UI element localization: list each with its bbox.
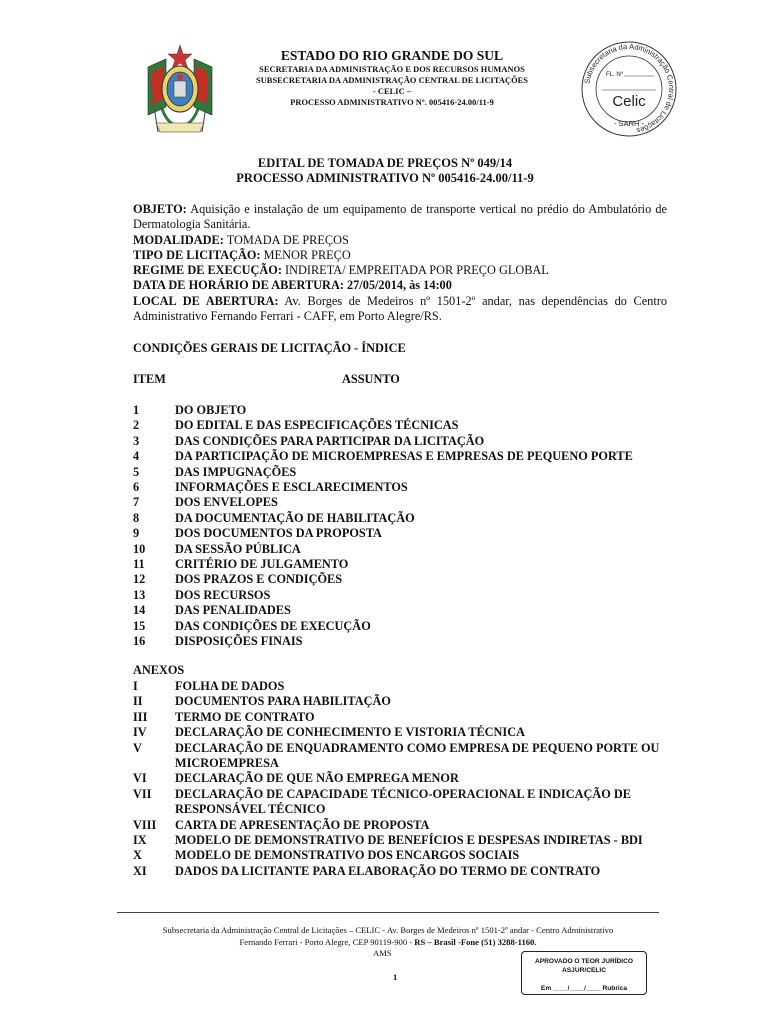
index-item-number: 2 — [133, 418, 140, 433]
modalidade-label: MODALIDADE: — [133, 232, 224, 247]
index-item — [133, 588, 673, 603]
index-item-number: 4 — [133, 449, 140, 464]
celic-stamp — [580, 40, 678, 138]
index-item-text: DO OBJETO — [175, 403, 247, 417]
stamp-sarh: - SARH - — [614, 119, 644, 128]
page-footer — [117, 925, 659, 948]
index-item-number: 12 — [133, 572, 146, 587]
annex-item — [133, 848, 663, 863]
annex-item-text: DECLARAÇÃO DE QUE NÃO EMPREGA MENOR — [175, 771, 459, 786]
index-item-text: DA PARTICIPAÇÃO DE MICROEMPRESAS E EMPRESAS DE PEQUENO PORTE — [175, 449, 633, 464]
annex-item-number: VI — [133, 771, 147, 786]
legal-approval-stamp — [521, 951, 647, 995]
index-item — [133, 634, 673, 649]
index-item-text: DAS CONDIÇÕES PARA PARTICIPAR DA LICITAÇÃO — [175, 433, 485, 448]
index-item-number: 6 — [133, 480, 140, 495]
index-item-text: DISPOSIÇÕES FINAIS — [175, 634, 303, 649]
objeto-text: Aquisição e instalação de um equipamento de transporte vertical no prédio do Ambulatório de Dermatologia Sanitária. — [133, 202, 667, 232]
regime-text: INDIRETA/ EMPREITADA POR PREÇO GLOBAL — [281, 263, 549, 278]
index-item-text: INFORMAÇÕES E ESCLARECIMENTOS — [175, 480, 408, 495]
annex-item — [133, 833, 663, 848]
index-item-number: 10 — [133, 541, 146, 556]
modalidade-line — [133, 233, 667, 248]
annex-item — [133, 741, 663, 772]
stamp-ring-text: Subsecretaria da Administração Central de Licitações — [582, 41, 677, 136]
regime-line — [133, 263, 667, 278]
annex-item — [133, 771, 663, 786]
index-item — [133, 542, 673, 557]
index-item — [133, 418, 673, 433]
index-item-number: 1 — [133, 403, 140, 417]
annex-item-number: XI — [133, 863, 147, 878]
footer-divider — [117, 912, 659, 913]
tipo-label: TIPO DE LICITAÇÃO: — [133, 247, 261, 262]
tipo-line — [133, 248, 667, 263]
annex-item — [133, 679, 663, 694]
footer-address-line2b: RS – Brasil -Fone (51) 3288-1160. — [414, 936, 537, 947]
coat-of-arms-logo — [138, 37, 222, 142]
index-item-text: DAS CONDIÇÕES DE EXECUÇÃO — [175, 618, 371, 633]
annex-item-text: DOCUMENTOS PARA HABILITAÇÃO — [175, 694, 391, 709]
annex-item-number: IX — [133, 833, 147, 848]
index-item-number: 8 — [133, 510, 140, 525]
state-name: ESTADO DO RIO GRANDE DO SUL — [280, 48, 504, 63]
objeto-paragraph — [133, 202, 667, 233]
footer-address-line2a: Fernando Ferrari - Porto Alegre, CEP 90119-900 - — [239, 936, 415, 947]
annex-item-text: TERMO DE CONTRATO — [175, 709, 315, 724]
page-number: 1 — [393, 972, 398, 982]
annex-item — [133, 694, 663, 709]
index-col-subject: ASSUNTO — [342, 372, 400, 386]
index-item — [133, 465, 673, 480]
local-label: LOCAL DE ABERTURA: — [133, 293, 279, 308]
stamp-celic: Celic — [612, 93, 646, 110]
index-item-number: 15 — [133, 618, 146, 633]
annex-item — [133, 710, 663, 725]
index-col-item: ITEM — [133, 372, 166, 386]
approval-line3: Em ____/____/____ Rubrica — [540, 985, 628, 992]
tipo-text: MENOR PREÇO — [260, 247, 351, 262]
annex-item-text: DADOS DA LICITANTE PARA ELABORAÇÃO DO TERMO DE CONTRATO — [175, 863, 601, 878]
subsecretariat-line: SUBSECRETARIA DA ADMINISTRAÇÃO CENTRAL DE LICITAÇÕES — [256, 76, 528, 85]
annex-item-text: DECLARAÇÃO DE ENQUADRAMENTO COMO EMPRESA DE PEQUENO PORTE OU MICROEMPRESA — [175, 740, 660, 771]
footer-initials: AMS — [373, 948, 392, 958]
index-item-text: DOS RECURSOS — [175, 587, 271, 602]
index-item-text: DOS PRAZOS E CONDIÇÕES — [175, 572, 343, 587]
index-item-text: DO EDITAL E DAS ESPECIFICAÇÕES TÉCNICAS — [175, 418, 459, 433]
index-item — [133, 526, 673, 541]
footer-address-line1: Subsecretaria da Administração Central de Licitações – CELIC - Av. Borges de Medeiros nº 1501-2º andar - Centro Administrativo — [162, 925, 614, 935]
annex-item-text: MODELO DE DEMONSTRATIVO DE BENEFÍCIOS E DESPESAS INDIRETAS - BDI — [175, 833, 643, 848]
annex-item-number: V — [133, 740, 142, 755]
secretariat-line: SECRETARIA DA ADMINISTRAÇÃO E DOS RECURSOS HUMANOS — [259, 65, 525, 74]
index-item-number: 3 — [133, 433, 140, 448]
regime-label: REGIME DE EXECUÇÃO: — [133, 263, 282, 278]
index-item-text: CRITÉRIO DE JULGAMENTO — [175, 557, 349, 572]
local-paragraph — [133, 294, 667, 325]
index-item-number: 9 — [133, 526, 140, 541]
annex-item — [133, 725, 663, 740]
annex-item-number: I — [133, 679, 138, 693]
index-item-number: 5 — [133, 464, 140, 479]
index-item-text: DOS DOCUMENTOS DA PROPOSTA — [175, 526, 382, 541]
annexes-list — [133, 679, 663, 879]
local-text: Av. Borges de Medeiros nº 1501-2º andar, nas dependências do Centro Administrativo Fernando Ferrari - CAFF, em Porto Alegre/RS. — [133, 293, 667, 324]
modalidade-text: TOMADA DE PREÇOS — [223, 232, 349, 247]
index-item-number: 13 — [133, 587, 146, 602]
index-item — [133, 572, 673, 587]
annex-item — [133, 818, 663, 833]
annex-item-text: CARTA DE APRESENTAÇÃO DE PROPOSTA — [175, 817, 430, 832]
index-item — [133, 403, 673, 418]
edital-title — [0, 156, 770, 186]
document-header — [222, 47, 562, 108]
approval-line2: ASJUR/CELIC — [562, 967, 606, 974]
celic-line: - CELIC – — [372, 87, 412, 96]
index-item-number: 16 — [133, 634, 146, 649]
annex-item-number: IV — [133, 725, 147, 740]
index-item — [133, 434, 673, 449]
index-list — [133, 403, 673, 650]
index-item-number: 14 — [133, 603, 146, 618]
edital-title-line2: PROCESSO ADMINISTRATIVO Nº 005416-24.00/11-9 — [236, 171, 534, 185]
index-title: CONDIÇÕES GERAIS DE LICITAÇÃO - ÍNDICE — [133, 341, 406, 355]
annex-item-number: III — [133, 709, 148, 724]
index-item — [133, 511, 673, 526]
index-item-text: DOS ENVELOPES — [175, 495, 278, 510]
annex-item-number: II — [133, 694, 143, 709]
annex-item-number: VII — [133, 786, 152, 801]
annex-item-text: FOLHA DE DADOS — [175, 679, 285, 693]
approval-line1: APROVADO O TEOR JURÍDICO — [534, 958, 634, 965]
index-item-text: DAS PENALIDADES — [175, 603, 291, 618]
edital-title-line1: EDITAL DE TOMADA DE PREÇOS Nº 049/14 — [257, 156, 513, 170]
annex-item-number: X — [133, 848, 142, 863]
index-item — [133, 603, 673, 618]
process-number-line: PROCESSO ADMINISTRATIVO Nº. 005416-24.00/11-9 — [290, 98, 494, 107]
index-item — [133, 619, 673, 634]
index-item — [133, 557, 673, 572]
index-item — [133, 495, 673, 510]
annex-item-text: MODELO DE DEMONSTRATIVO DOS ENCARGOS SOCIAIS — [175, 848, 520, 863]
index-item-number: 7 — [133, 495, 140, 510]
annex-item-text: DECLARAÇÃO DE CAPACIDADE TÉCNICO-OPERACIONAL E INDICAÇÃO DE RESPONSÁVEL TÉCNICO — [175, 786, 631, 817]
index-item-number: 11 — [133, 557, 145, 572]
edital-info-block — [133, 202, 667, 324]
stamp-fl-label: FL. Nº — [606, 72, 623, 78]
annexes-title: ANEXOS — [133, 663, 185, 677]
annex-item — [133, 787, 663, 818]
annex-item-text: DECLARAÇÃO DE CONHECIMENTO E VISTORIA TÉCNICA — [175, 725, 525, 740]
index-item — [133, 480, 673, 495]
annex-item — [133, 864, 663, 879]
footer-address-line2 — [117, 937, 659, 949]
annex-item-number: VIII — [133, 817, 157, 832]
index-item-text: DAS IMPUGNAÇÕES — [175, 464, 297, 479]
index-item — [133, 449, 673, 464]
data-abertura-line: DATA DE HORÁRIO DE ABERTURA: 27/05/2014, às 14:00 — [133, 278, 452, 293]
index-item-text: DA DOCUMENTAÇÃO DE HABILITAÇÃO — [175, 510, 415, 525]
objeto-label: OBJETO: — [133, 202, 187, 216]
index-item-text: DA SESSÃO PÚBLICA — [175, 541, 301, 556]
